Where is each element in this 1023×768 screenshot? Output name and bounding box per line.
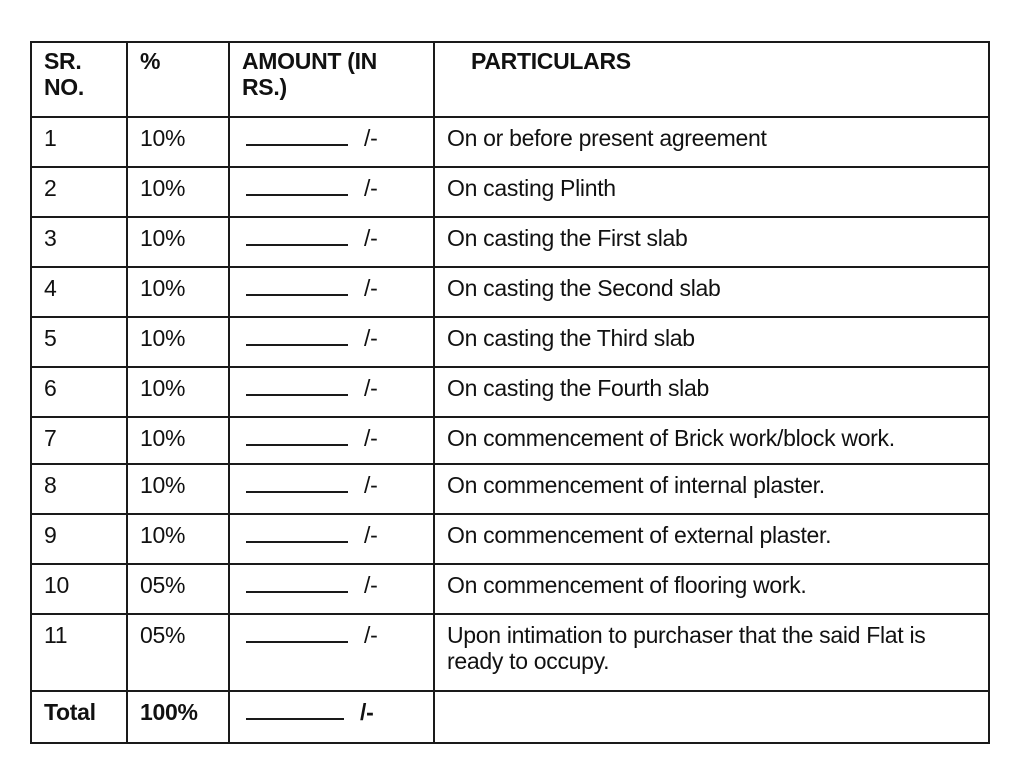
amount-cell [229,614,434,691]
sr-cell: 1 [31,117,127,167]
amount-blank-line [246,230,348,246]
particulars-cell: On casting the First slab [434,217,989,267]
sr-cell: 5 [31,317,127,367]
amount-blank-line [246,577,348,593]
table-row [31,117,989,167]
amount-blank-line [246,430,348,446]
sr-cell: 10 [31,564,127,614]
particulars-cell: On commencement of internal plaster. [434,464,989,514]
particulars-cell: On casting the Second slab [434,267,989,317]
total-percent: 100% [127,691,229,743]
table-row [31,564,989,614]
sr-cell: 6 [31,367,127,417]
percent-cell: 10% [127,117,229,167]
sr-cell: 9 [31,514,127,564]
header-percent: % [127,42,229,117]
amount-cell [229,217,434,267]
percent-cell: 10% [127,167,229,217]
header-sr-no: SR. NO. [31,42,127,117]
amount-blank-line [246,280,348,296]
table-row [31,167,989,217]
table-row [31,367,989,417]
amount-suffix: /- [364,522,378,548]
table-row [31,514,989,564]
payment-schedule-table-part-2 [30,463,990,744]
amount-cell [229,514,434,564]
amount-blank-line [246,130,348,146]
total-amount-cell [229,691,434,743]
particulars-cell: On commencement of Brick work/block work. [434,417,989,468]
particulars-cell: On commencement of flooring work. [434,564,989,614]
header-particulars: PARTICULARS [434,42,989,117]
percent-cell: 10% [127,317,229,367]
amount-suffix: /- [364,125,378,151]
sr-cell: 2 [31,167,127,217]
amount-suffix: /- [364,472,378,498]
amount-blank-line [246,627,348,643]
table-row [31,464,989,514]
table-row [31,614,989,691]
particulars-cell: On casting the Third slab [434,317,989,367]
sr-cell: 11 [31,614,127,691]
payment-schedule-table-part-1 [30,41,990,468]
particulars-cell: Upon intimation to purchaser that the said Flat is ready to occupy. [434,614,989,691]
sr-cell: 4 [31,267,127,317]
amount-blank-line [246,180,348,196]
amount-cell [229,117,434,167]
table-row [31,217,989,267]
header-amount: AMOUNT (IN RS.) [229,42,434,117]
percent-cell: 10% [127,367,229,417]
sr-cell: 8 [31,464,127,514]
amount-blank-line [246,330,348,346]
amount-suffix: /- [364,572,378,598]
particulars-cell: On commencement of external plaster. [434,514,989,564]
amount-cell [229,317,434,367]
amount-cell [229,367,434,417]
table-header-row [31,42,989,117]
amount-cell [229,564,434,614]
amount-suffix: /- [364,225,378,251]
amount-cell [229,167,434,217]
percent-cell: 10% [127,267,229,317]
amount-suffix: /- [360,699,374,725]
amount-suffix: /- [364,175,378,201]
amount-blank-line [246,380,348,396]
percent-cell: 10% [127,464,229,514]
sr-cell: 3 [31,217,127,267]
percent-cell: 05% [127,614,229,691]
table-row [31,317,989,367]
total-row [31,691,989,743]
amount-suffix: /- [364,275,378,301]
sr-cell: 7 [31,417,127,468]
percent-cell: 10% [127,417,229,468]
amount-suffix: /- [364,375,378,401]
particulars-cell: On casting the Fourth slab [434,367,989,417]
table-row [31,267,989,317]
total-label: Total [31,691,127,743]
table-row [31,417,989,468]
amount-suffix: /- [364,622,378,648]
amount-blank-line [246,527,348,543]
amount-suffix: /- [364,425,378,451]
percent-cell: 10% [127,514,229,564]
percent-cell: 10% [127,217,229,267]
amount-suffix: /- [364,325,378,351]
percent-cell: 05% [127,564,229,614]
amount-cell [229,267,434,317]
total-particulars [434,691,989,743]
amount-cell [229,464,434,514]
particulars-cell: On casting Plinth [434,167,989,217]
amount-blank-line [246,477,348,493]
amount-blank-line [246,704,344,720]
amount-cell [229,417,434,468]
particulars-cell: On or before present agreement [434,117,989,167]
